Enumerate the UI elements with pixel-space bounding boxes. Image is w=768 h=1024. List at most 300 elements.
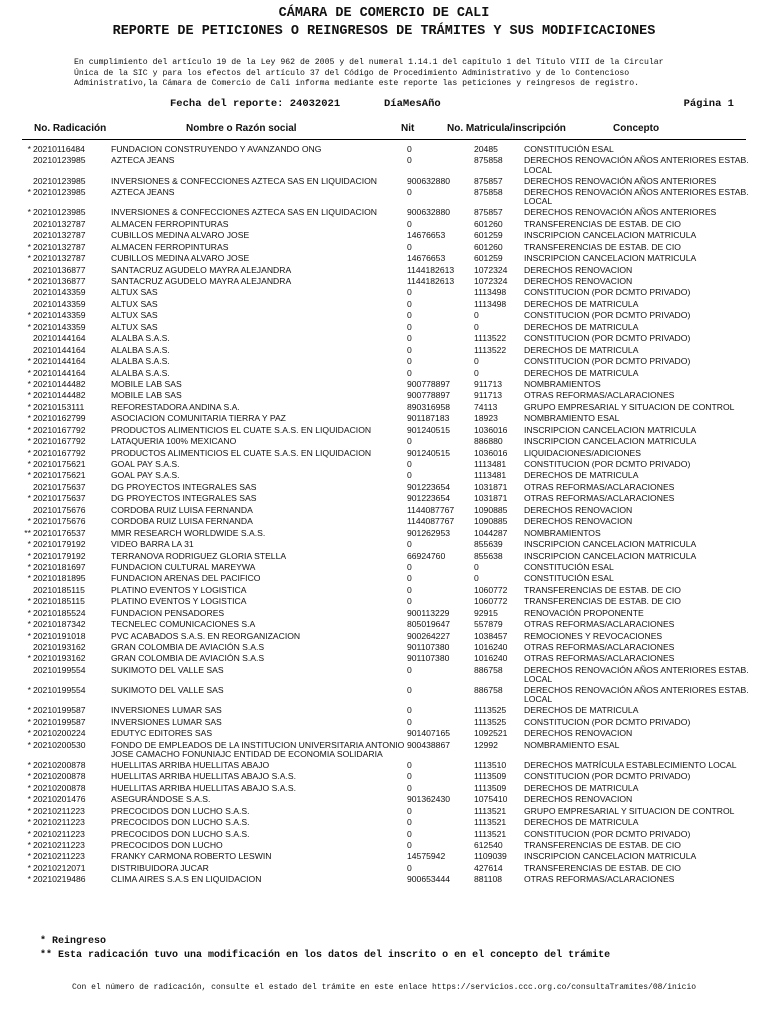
table-row: [0, 784, 768, 793]
nombre-cell: ALTUX SAS: [111, 287, 158, 298]
radicacion-cell: 20210144482: [33, 390, 86, 401]
nit-cell: 0: [407, 782, 412, 793]
table-row: [0, 586, 768, 595]
nombre-cell: REFORESTADORA ANDINA S.A.: [111, 401, 240, 412]
concepto-cell: DERECHOS DE MATRICULA: [524, 705, 639, 716]
row-marker: *: [27, 321, 31, 332]
concepto-cell: DERECHOS RENOVACION: [524, 276, 633, 286]
nombre-cell: PRECOCIDOS DON LUCHO S.A.S.: [111, 805, 250, 816]
legend-modificacion: ** Esta radicación tuvo una modificación en los datos del inscrito o en el concepto del trámite: [40, 950, 611, 961]
matricula-cell: 1113509: [474, 782, 507, 793]
row-marker: *: [27, 817, 31, 828]
concepto-cell: INSCRIPCION CANCELACION MATRICULA: [524, 230, 697, 241]
intro-paragraph: En cumplimiento del artículo 19 de la Ley 962 de 2005 y del numeral 1.14.1 del capítulo 1 del Título VIII de la Circular Única de la SIC y para los efectos del artículo 37 del Código de Procedimiento Administrativo y de lo Contencioso Administrativo,la Cámara de Comercio de Cali informa mediante este reporte las peticiones y reingresos de registro.: [74, 58, 664, 89]
table-row: [0, 517, 768, 526]
matricula-cell: 1113481: [474, 459, 507, 469]
nit-cell: 0: [407, 155, 412, 166]
matricula-cell: 601260: [474, 218, 503, 229]
nombre-cell: CUBILLOS MEDINA ALVARO JOSE: [111, 253, 250, 264]
radicacion-cell: 20210211223: [33, 817, 85, 828]
nombre-cell: PRODUCTOS ALIMENTICIOS EL CUATE S.A.S. EN LIQUIDACION: [111, 447, 372, 458]
table-row: [0, 243, 768, 252]
concepto-cell: DERECHOS RENOVACIÓN AÑOS ANTERIORES ESTAB. LOCAL: [524, 685, 749, 705]
row-marker: *: [27, 207, 31, 218]
nit-cell: 901223654: [407, 493, 451, 504]
matricula-cell: 0: [474, 356, 479, 367]
nit-cell: 0: [407, 573, 412, 584]
matricula-cell: 1072324: [474, 264, 508, 275]
matricula-cell: 92915: [474, 607, 498, 618]
nombre-cell: INVERSIONES & CONFECCIONES AZTECA SAS EN LIQUIDACION: [111, 175, 377, 186]
column-header-radicacion: No. Radicación: [34, 123, 107, 134]
nit-cell: 0: [407, 759, 412, 770]
table-row: [0, 403, 768, 412]
table-row: [0, 643, 768, 652]
nit-cell: 0: [407, 470, 412, 481]
nit-cell: 0: [407, 459, 412, 469]
table-row: [0, 841, 768, 850]
nombre-cell: GRAN COLOMBIA DE AVIACIÓN S.A.S: [111, 642, 265, 652]
nombre-cell: FRANKY CARMONA ROBERTO LESWIN: [111, 851, 272, 862]
row-marker: *: [27, 459, 31, 469]
matricula-cell: 1072324: [474, 276, 508, 286]
matricula-cell: 1113522: [474, 344, 507, 355]
table-row: [0, 552, 768, 561]
radicacion-cell: 20210136877: [33, 264, 86, 275]
nombre-cell: HUELLITAS ARRIBA HUELLITAS ABAJO: [111, 759, 270, 770]
matricula-cell: 1113521: [474, 805, 507, 816]
matricula-cell: 911713: [474, 378, 503, 389]
row-marker: *: [27, 685, 31, 696]
concepto-cell: INSCRIPCION CANCELACION MATRICULA: [524, 253, 697, 264]
radicacion-cell: 20210187342: [33, 619, 86, 630]
nit-cell: 900778897: [407, 390, 451, 401]
table-row: [0, 426, 768, 435]
nombre-cell: ALALBA S.A.S.: [111, 356, 170, 367]
row-marker: *: [27, 630, 31, 641]
table-row: [0, 772, 768, 781]
legend-reingreso: * Reingreso: [40, 936, 107, 947]
nit-cell: 1144087767: [407, 516, 455, 527]
radicacion-cell: 20210181697: [33, 561, 86, 572]
nit-cell: 901240515: [407, 424, 451, 435]
concepto-cell: DERECHOS DE MATRICULA: [524, 344, 639, 355]
nit-cell: 0: [407, 596, 412, 607]
matricula-cell: 0: [474, 573, 479, 584]
radicacion-cell: 20210167792: [33, 424, 86, 435]
nombre-cell: HUELLITAS ARRIBA HUELLITAS ABAJO S.A.S.: [111, 771, 296, 782]
nombre-cell: DG PROYECTOS INTEGRALES SAS: [111, 493, 257, 504]
radicacion-cell: 20210143359: [33, 310, 86, 321]
concepto-cell: TRANSFERENCIAS DE ESTAB. DE CIO: [524, 840, 681, 850]
radicacion-cell: 20210132787: [33, 253, 86, 264]
radicacion-cell: 20210143359: [33, 298, 86, 309]
row-marker: *: [27, 619, 31, 630]
concepto-cell: INSCRIPCION CANCELACION MATRICULA: [524, 436, 697, 447]
nombre-cell: FONDO DE EMPLEADOS DE LA INSTITUCION UNIVERSITARIA ANTONIO JOSE CAMACHO FONUNIAJC ENTIDAD DE ECONOMIA SOLIDARIA: [111, 739, 405, 759]
matricula-cell: 855639: [474, 539, 503, 550]
concepto-cell: REMOCIONES Y REVOCACIONES: [524, 630, 663, 641]
matricula-cell: 1113525: [474, 705, 507, 716]
nit-cell: 900653444: [407, 874, 451, 885]
row-marker: *: [27, 561, 31, 572]
radicacion-cell: 20210179192: [33, 539, 86, 550]
concepto-cell: INSCRIPCION CANCELACION MATRICULA: [524, 550, 697, 561]
concepto-cell: OTRAS REFORMAS/ACLARACIONES: [524, 642, 675, 652]
nit-cell: 0: [407, 144, 412, 154]
concepto-cell: DERECHOS MATRÍCULA ESTABLECIMIENTO LOCAL: [524, 759, 737, 770]
table-row: [0, 188, 768, 206]
concepto-cell: DERECHOS RENOVACION: [524, 516, 633, 527]
report-table-body: [0, 145, 768, 887]
matricula-cell: 601260: [474, 241, 503, 252]
matricula-cell: 875858: [474, 187, 503, 198]
nombre-cell: INVERSIONES & CONFECCIONES AZTECA SAS EN LIQUIDACION: [111, 207, 377, 218]
matricula-cell: 1060772: [474, 596, 508, 607]
matricula-cell: 601259: [474, 230, 503, 241]
table-row: [0, 574, 768, 583]
nombre-cell: PRECOCIDOS DON LUCHO S.A.S.: [111, 817, 250, 828]
matricula-cell: 1113510: [474, 759, 507, 770]
radicacion-cell: 20210123985: [33, 187, 86, 198]
radicacion-cell: 20210200530: [33, 739, 86, 750]
concepto-cell: DERECHOS RENOVACIÓN AÑOS ANTERIORES: [524, 175, 717, 186]
report-date: Fecha del reporte: 24032021: [170, 98, 341, 110]
nit-cell: 0: [407, 539, 412, 550]
concepto-cell: OTRAS REFORMAS/ACLARACIONES: [524, 481, 675, 492]
nit-cell: 900264227: [407, 630, 451, 641]
nombre-cell: GOAL PAY S.A.S.: [111, 470, 180, 481]
nit-cell: 0: [407, 218, 412, 229]
matricula-cell: 74113: [474, 401, 498, 412]
concepto-cell: TRANSFERENCIAS DE ESTAB. DE CIO: [524, 241, 681, 252]
row-marker: *: [27, 596, 31, 607]
concepto-cell: OTRAS REFORMAS/ACLARACIONES: [524, 493, 675, 504]
date-format-label: DíaMesAño: [384, 98, 441, 110]
row-marker: *: [27, 862, 31, 873]
table-row: [0, 288, 768, 297]
matricula-cell: 1113521: [474, 817, 507, 828]
radicacion-cell: 20210181895: [33, 573, 86, 584]
concepto-cell: INSCRIPCION CANCELACION MATRICULA: [524, 851, 697, 862]
concepto-cell: OTRAS REFORMAS/ACLARACIONES: [524, 653, 675, 664]
nit-cell: 0: [407, 344, 412, 355]
nit-cell: 0: [407, 436, 412, 447]
nit-cell: 900438867: [407, 739, 451, 750]
nit-cell: 0: [407, 805, 412, 816]
row-marker: *: [27, 413, 31, 424]
concepto-cell: NOMBRAMIENTO ESAL: [524, 739, 620, 750]
nit-cell: 1144182613: [407, 264, 455, 275]
row-marker: *: [27, 493, 31, 504]
table-row: [0, 369, 768, 378]
nombre-cell: GRAN COLOMBIA DE AVIACIÓN S.A.S: [111, 653, 265, 664]
nit-cell: 1144087767: [407, 504, 455, 515]
nombre-cell: PLATINO EVENTOS Y LOGISTICA: [111, 596, 247, 607]
footer-consult-note: Con el número de radicación, consulte el estado del trámite en este enlace https://servicios.ccc.org.co/consultaTramites/08/inicio: [71, 983, 697, 992]
matricula-cell: 1113522: [474, 333, 507, 344]
radicacion-cell: 20210144164: [33, 333, 86, 344]
table-row: [0, 666, 768, 684]
row-marker: *: [27, 716, 31, 727]
matricula-cell: 1113525: [474, 716, 507, 727]
radicacion-cell: 20210211223: [33, 840, 85, 850]
table-row: [0, 277, 768, 286]
table-row: [0, 437, 768, 446]
table-row: [0, 311, 768, 320]
nombre-cell: INVERSIONES LUMAR SAS: [111, 705, 222, 716]
nit-cell: 890316958: [407, 401, 451, 412]
concepto-cell: TRANSFERENCIAS DE ESTAB. DE CIO: [524, 596, 681, 607]
nombre-cell: MOBILE LAB SAS: [111, 390, 182, 401]
table-row: [0, 449, 768, 458]
nit-cell: 0: [407, 817, 412, 828]
matricula-cell: 612540: [474, 840, 503, 850]
radicacion-cell: 20210193162: [33, 653, 86, 664]
nit-cell: 0: [407, 298, 412, 309]
nit-cell: 0: [407, 367, 412, 378]
table-row: [0, 795, 768, 804]
concepto-cell: OTRAS REFORMAS/ACLARACIONES: [524, 619, 675, 630]
radicacion-cell: 20210132787: [33, 218, 86, 229]
matricula-cell: 875857: [474, 175, 503, 186]
matricula-cell: 557879: [474, 619, 503, 630]
nit-cell: 14676653: [407, 230, 446, 241]
matricula-cell: 1113509: [474, 771, 507, 782]
nombre-cell: FUNDACION ARENAS DEL PACIFICO: [111, 573, 261, 584]
nombre-cell: FUNDACION PENSADORES: [111, 607, 225, 618]
radicacion-cell: 20210191018: [33, 630, 86, 641]
concepto-cell: CONSTITUCION (POR DCMTO PRIVADO): [524, 828, 691, 839]
row-marker: *: [27, 447, 31, 458]
nombre-cell: EDUTYC EDITORES SAS: [111, 728, 213, 739]
nit-cell: 901362430: [407, 794, 451, 805]
matricula-cell: 12992: [474, 739, 498, 750]
nit-cell: 901407165: [407, 728, 451, 739]
concepto-cell: INSCRIPCION CANCELACION MATRICULA: [524, 539, 697, 550]
radicacion-cell: 20210200224: [33, 728, 86, 739]
row-marker: *: [27, 573, 31, 584]
radicacion-cell: 20210200878: [33, 771, 86, 782]
row-marker: *: [27, 436, 31, 447]
nombre-cell: DG PROYECTOS INTEGRALES SAS: [111, 481, 257, 492]
nit-cell: 0: [407, 333, 412, 344]
concepto-cell: NOMBRAMIENTOS: [524, 527, 601, 538]
radicacion-cell: 20210175637: [33, 493, 86, 504]
matricula-cell: 0: [474, 310, 479, 321]
table-row: [0, 597, 768, 606]
radicacion-cell: 20210167792: [33, 447, 86, 458]
matricula-cell: 1113498: [474, 287, 507, 298]
nombre-cell: CORDOBA RUIZ LUISA FERNANDA: [111, 504, 253, 515]
table-row: [0, 686, 768, 704]
report-title-line2: REPORTE DE PETICIONES O REINGRESOS DE TRÁMITES Y SUS MODIFICACIONES: [112, 24, 656, 39]
radicacion-cell: 20210153111: [33, 401, 85, 412]
radicacion-cell: 20210212071: [33, 862, 86, 873]
nombre-cell: CUBILLOS MEDINA ALVARO JOSE: [111, 230, 250, 241]
matricula-cell: 1090885: [474, 516, 508, 527]
row-marker: *: [27, 390, 31, 401]
nombre-cell: TERRANOVA RODRIGUEZ GLORIA STELLA: [111, 550, 287, 561]
concepto-cell: DERECHOS RENOVACIÓN AÑOS ANTERIORES ESTAB. LOCAL: [524, 155, 749, 175]
matricula-cell: 886880: [474, 436, 503, 447]
radicacion-cell: 20210200878: [33, 759, 86, 770]
table-row: [0, 494, 768, 503]
concepto-cell: DERECHOS DE MATRICULA: [524, 817, 639, 828]
radicacion-cell: 20210175621: [33, 459, 86, 469]
concepto-cell: CONSTITUCIÓN ESAL: [524, 144, 614, 154]
nombre-cell: CORDOBA RUIZ LUISA FERNANDA: [111, 516, 253, 527]
concepto-cell: CONSTITUCION (POR DCMTO PRIVADO): [524, 356, 691, 367]
nombre-cell: PLATINO EVENTOS Y LOGISTICA: [111, 584, 247, 595]
nit-cell: 0: [407, 584, 412, 595]
nombre-cell: SANTACRUZ AGUDELO MAYRA ALEJANDRA: [111, 276, 292, 286]
table-row: [0, 177, 768, 186]
concepto-cell: DERECHOS DE MATRICULA: [524, 782, 639, 793]
row-marker: *: [27, 759, 31, 770]
matricula-cell: 1113481: [474, 470, 507, 481]
nit-cell: 901262953: [407, 527, 451, 538]
matricula-cell: 1109039: [474, 851, 507, 862]
table-row: [0, 807, 768, 816]
nombre-cell: HUELLITAS ARRIBA HUELLITAS ABAJO S.A.S.: [111, 782, 296, 793]
radicacion-cell: 20210123985: [33, 175, 86, 186]
concepto-cell: DERECHOS RENOVACION: [524, 728, 633, 739]
matricula-cell: 427614: [474, 862, 503, 873]
radicacion-cell: 20210175676: [33, 504, 86, 515]
concepto-cell: DERECHOS RENOVACIÓN AÑOS ANTERIORES ESTAB. LOCAL: [524, 187, 749, 207]
nit-cell: 901107380: [407, 642, 450, 652]
concepto-cell: GRUPO EMPRESARIAL Y SITUACION DE CONTROL: [524, 805, 735, 816]
nombre-cell: SUKIMOTO DEL VALLE SAS: [111, 664, 224, 675]
radicacion-cell: 20210144164: [33, 356, 86, 367]
concepto-cell: TRANSFERENCIAS DE ESTAB. DE CIO: [524, 862, 681, 873]
row-marker: *: [27, 424, 31, 435]
row-marker: *: [27, 739, 31, 750]
concepto-cell: NOMBRAMIENTOS: [524, 378, 601, 389]
table-row: [0, 741, 768, 759]
radicacion-cell: 20210175637: [33, 481, 86, 492]
radicacion-cell: 20210143359: [33, 321, 86, 332]
matricula-cell: 601259: [474, 253, 503, 264]
nit-cell: 805019647: [407, 619, 451, 630]
radicacion-cell: 20210167792: [33, 436, 86, 447]
table-row: [0, 460, 768, 469]
row-marker: *: [27, 144, 31, 154]
table-row: [0, 483, 768, 492]
matricula-cell: 0: [474, 561, 479, 572]
column-header-nit: Nit: [401, 123, 415, 134]
column-header-matricula: No. Matricula/inscripción: [447, 123, 566, 134]
concepto-cell: DERECHOS RENOVACION: [524, 504, 633, 515]
matricula-cell: 0: [474, 321, 479, 332]
radicacion-cell: 20210123985: [33, 207, 86, 218]
row-marker: *: [27, 794, 31, 805]
nombre-cell: PRECOCIDOS DON LUCHO: [111, 840, 223, 850]
table-row: [0, 609, 768, 618]
radicacion-cell: 20210193162: [33, 642, 86, 652]
table-row: [0, 875, 768, 884]
nombre-cell: CLIMA AIRES S.A.S EN LIQUIDACION: [111, 874, 262, 885]
nombre-cell: LATAQUERIA 100% MEXICANO: [111, 436, 237, 447]
concepto-cell: CONSTITUCIÓN ESAL: [524, 561, 614, 572]
nit-cell: 1144182613: [407, 276, 455, 286]
row-marker: *: [27, 828, 31, 839]
nombre-cell: FUNDACION CONSTRUYENDO Y AVANZANDO ONG: [111, 144, 322, 154]
row-marker: *: [27, 782, 31, 793]
table-row: [0, 220, 768, 229]
matricula-cell: 881108: [474, 874, 503, 885]
table-row: [0, 346, 768, 355]
nit-cell: 0: [407, 356, 412, 367]
radicacion-cell: 20210136877: [33, 276, 86, 286]
matricula-cell: 1016240: [474, 642, 508, 652]
concepto-cell: OTRAS REFORMAS/ACLARACIONES: [524, 874, 675, 885]
nombre-cell: PRODUCTOS ALIMENTICIOS EL CUATE S.A.S. EN LIQUIDACION: [111, 424, 372, 435]
row-marker: *: [27, 367, 31, 378]
radicacion-cell: 20210132787: [33, 230, 86, 241]
nombre-cell: ALTUX SAS: [111, 310, 158, 321]
nit-cell: 0: [407, 840, 412, 850]
nit-cell: 0: [407, 716, 412, 727]
row-marker: *: [27, 276, 31, 286]
nit-cell: 0: [407, 685, 412, 696]
nit-cell: 0: [407, 561, 412, 572]
nombre-cell: PVC ACABADOS S.A.S. EN REORGANIZACION: [111, 630, 301, 641]
radicacion-cell: 20210123985: [33, 155, 86, 166]
table-row: [0, 300, 768, 309]
concepto-cell: NOMBRAMIENTO ESAL: [524, 413, 620, 424]
concepto-cell: CONSTITUCION (POR DCMTO PRIVADO): [524, 310, 691, 321]
row-marker: *: [27, 851, 31, 862]
nit-cell: 0: [407, 321, 412, 332]
radicacion-cell: 20210199554: [33, 664, 86, 675]
radicacion-cell: 20210201476: [33, 794, 86, 805]
nombre-cell: ALMACEN FERROPINTURAS: [111, 241, 229, 252]
table-row: [0, 540, 768, 549]
matricula-cell: 886758: [474, 685, 503, 696]
table-row: [0, 266, 768, 275]
nit-cell: 901187183: [407, 413, 450, 424]
table-row: [0, 334, 768, 343]
table-row: [0, 706, 768, 715]
row-marker: *: [27, 840, 31, 850]
radicacion-cell: 20210116484: [33, 144, 85, 154]
row-marker: *: [27, 607, 31, 618]
radicacion-cell: 20210199587: [33, 716, 86, 727]
concepto-cell: CONSTITUCIÓN ESAL: [524, 573, 614, 584]
radicacion-cell: 20210143359: [33, 287, 86, 298]
nombre-cell: ALTUX SAS: [111, 321, 158, 332]
radicacion-cell: 20210219486: [33, 874, 86, 885]
radicacion-cell: 20210211223: [33, 851, 85, 862]
table-row: [0, 620, 768, 629]
row-marker: *: [27, 187, 31, 198]
matricula-cell: 1113521: [474, 828, 507, 839]
row-marker: *: [27, 705, 31, 716]
concepto-cell: DERECHOS DE MATRICULA: [524, 470, 639, 481]
radicacion-cell: 20210185115: [33, 584, 85, 595]
row-marker: *: [27, 539, 31, 550]
row-marker: *: [27, 771, 31, 782]
row-marker: *: [27, 805, 31, 816]
table-row: [0, 563, 768, 572]
nit-cell: 900778897: [407, 378, 451, 389]
nombre-cell: SANTACRUZ AGUDELO MAYRA ALEJANDRA: [111, 264, 292, 275]
nombre-cell: ALALBA S.A.S.: [111, 333, 170, 344]
concepto-cell: DERECHOS DE MATRICULA: [524, 298, 639, 309]
radicacion-cell: 20210199587: [33, 705, 86, 716]
